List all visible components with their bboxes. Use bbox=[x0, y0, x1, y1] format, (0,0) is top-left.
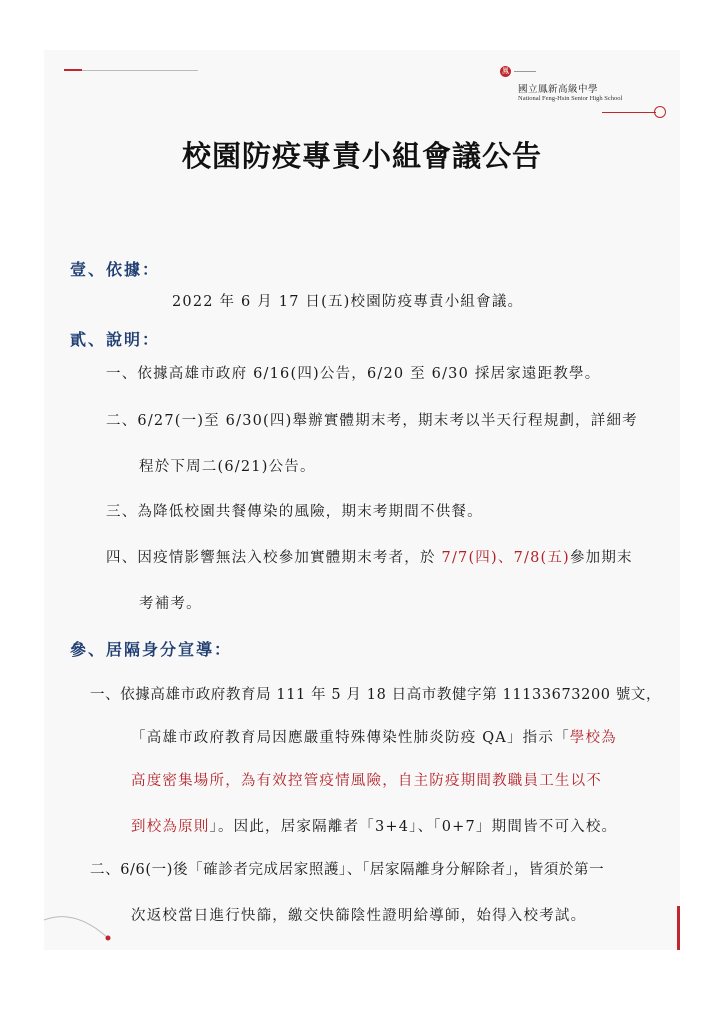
school-name-zh: 國立鳳新高級中學 bbox=[518, 84, 599, 95]
section-heading-basis: 壹、依據： bbox=[70, 260, 161, 279]
school-emblem-icon: 鳳 bbox=[502, 67, 509, 75]
school-name-en: National Feng-Hsin Senior High School bbox=[518, 95, 623, 102]
basis-text: 2022 年 6 月 17 日(五)校園防疫專責小組會議。 bbox=[172, 294, 524, 310]
explanation-item-2-line2: 程於下周二(6/21)公告。 bbox=[139, 459, 316, 475]
section-heading-explanation: 貳、說明： bbox=[70, 330, 161, 349]
explanation-item-1: 一、依據高雄市政府 6/16(四)公告，6/20 至 6/30 採居家遠距教學。 bbox=[106, 366, 601, 382]
logo-divider bbox=[514, 71, 536, 72]
logo-red-line bbox=[602, 112, 656, 113]
quarantine-item-2-line2: 次返校當日進行快篩，繳交快篩陰性證明給導師，始得入校考試。 bbox=[131, 908, 587, 924]
item-4-text-end: 參加期末 bbox=[569, 550, 633, 566]
page-title: 校園防疫專責小組會議公告 bbox=[181, 139, 542, 173]
explanation-item-4-line1 bbox=[106, 546, 633, 567]
quarantine-item-2-line1: 二、6/6(一)後「確診者完成居家照護」、「居家隔離身分解除者」，皆須於第一 bbox=[90, 862, 605, 878]
explanation-item-2-line1: 二、6/27(一)至 6/30(四)舉辦實體期末考，期末考以半天行程規劃，詳細考 bbox=[106, 413, 638, 429]
directive-text-1: 學校為 bbox=[569, 730, 617, 746]
item-4-text: 四、因疫情影響無法入校參加實體期末考者，於 bbox=[106, 550, 442, 566]
decorative-arc bbox=[0, 900, 120, 950]
qa-reference: 「高雄市政府教育局因應嚴重特殊傳染性肺炎防疫 QA」指示「 bbox=[131, 730, 570, 746]
logo-circle-icon bbox=[654, 106, 666, 118]
directive-text-2: 高度密集場所，為有效控管疫情風險，自主防疫期間教職員工生以不 bbox=[131, 773, 602, 789]
decorative-red-bar bbox=[677, 906, 680, 950]
quarantine-item-1-line1: 一、依據高雄市政府教育局 111 年 5 月 18 日高市教健字第 11133673200 號文， bbox=[90, 687, 662, 703]
quarantine-item-1-line2 bbox=[131, 726, 617, 747]
explanation-item-3: 三、為降低校園共餐傳染的風險，期末考期間不供餐。 bbox=[106, 504, 483, 520]
decorative-red-accent bbox=[64, 69, 82, 71]
section-heading-quarantine: 參、居隔身分宣導： bbox=[70, 640, 233, 659]
directive-text-3: 到校為原則 bbox=[131, 819, 210, 835]
makeup-exam-dates: 7/7(四)、7/8(五) bbox=[441, 550, 570, 566]
school-logo bbox=[500, 64, 670, 124]
explanation-item-4-line2: 考補考。 bbox=[139, 596, 202, 612]
quarantine-item-1-line4 bbox=[131, 815, 617, 836]
quarantine-rule: 」。因此，居家隔離者「3+4」、「0+7」期間皆不可入校。 bbox=[209, 819, 618, 835]
decorative-line bbox=[64, 70, 198, 71]
